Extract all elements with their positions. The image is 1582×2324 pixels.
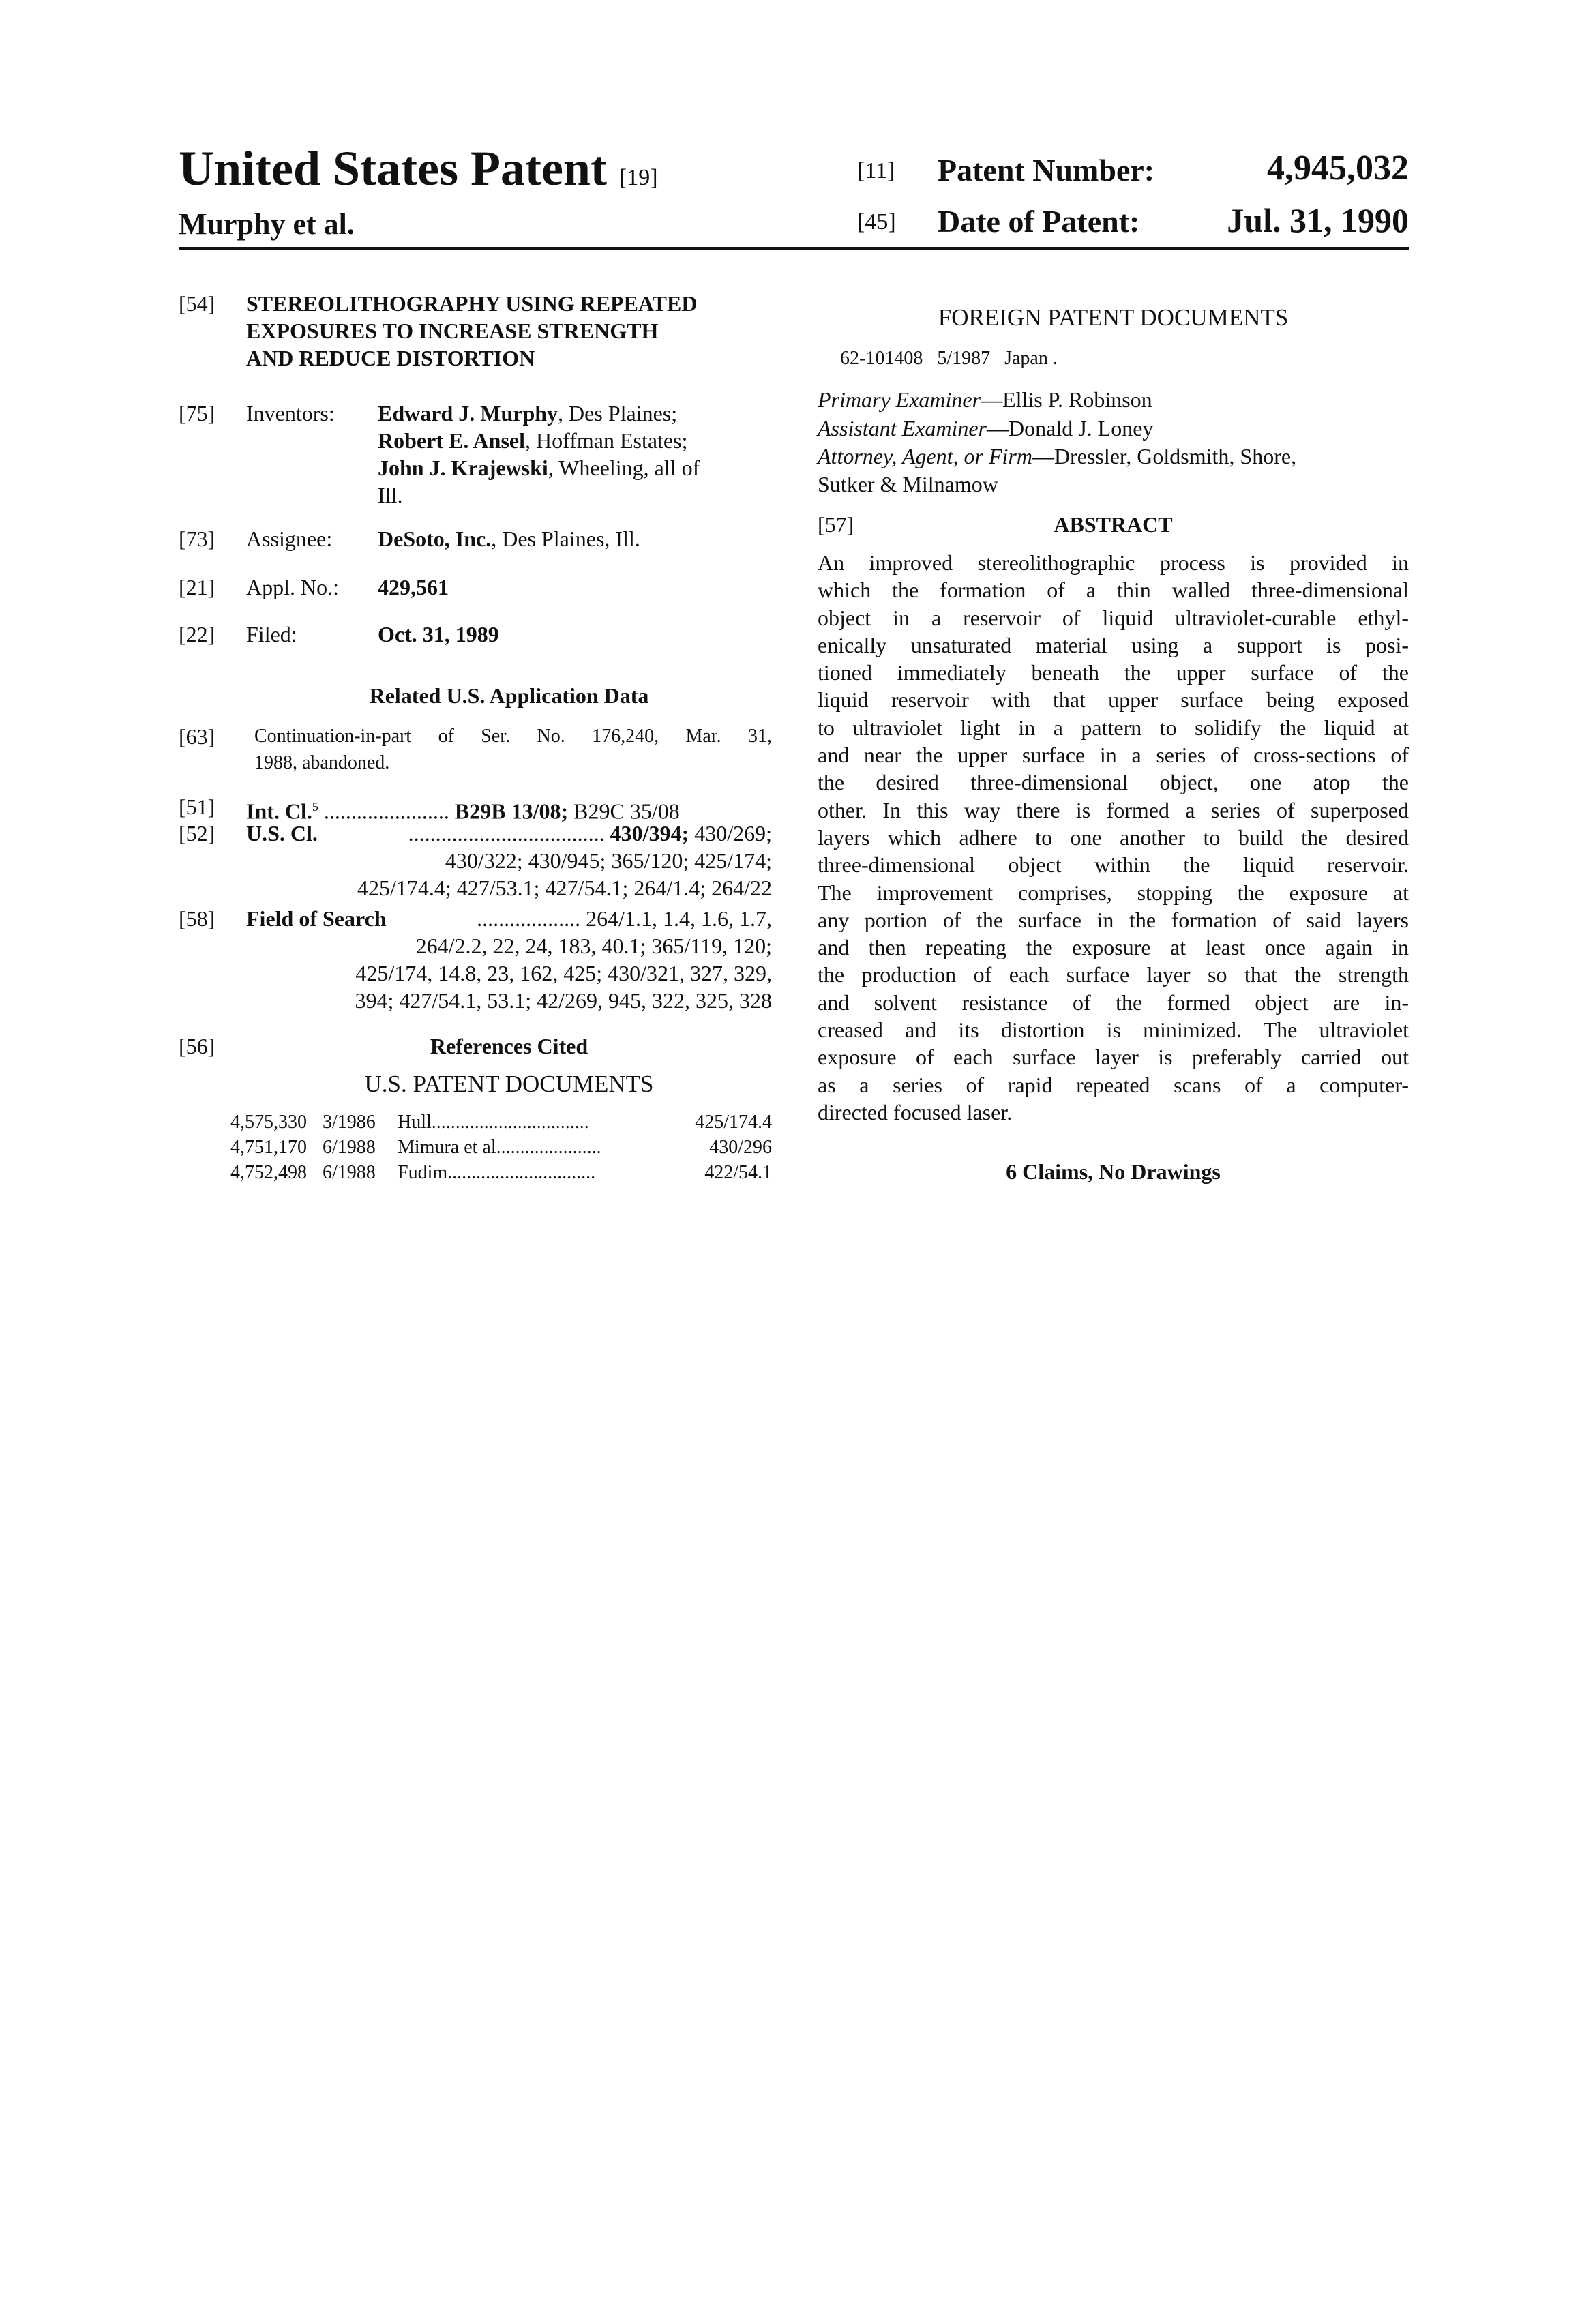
inventor	[378, 427, 700, 454]
foreign-doc-number: 62-101408	[840, 348, 923, 369]
assignee-place: , Des Plaines, Ill.	[491, 526, 640, 551]
leader-dots: .....................	[501, 1135, 710, 1160]
us-doc-row	[230, 1109, 772, 1135]
doc-inventor: Hull	[398, 1109, 432, 1135]
abstract-line: three-dimensional object within the liquid reservoir.	[818, 851, 1409, 878]
field-code: [22]	[179, 621, 215, 648]
abstract-line: liquid reservoir with that upper surface being exposed	[818, 686, 1409, 713]
filed-date: Oct. 31, 1989	[378, 621, 499, 648]
attorney-line2: Sutker & Milnamow	[818, 471, 998, 498]
foreign-doc	[840, 346, 1058, 372]
field-code: [56]	[179, 1032, 215, 1060]
patent-number-code: [11]	[857, 155, 895, 187]
abstract-line: to ultraviolet light in a pattern to solidify the liquid at	[818, 714, 1409, 741]
attorney-name: —Dressler, Goldsmith, Shore,	[1032, 444, 1296, 468]
assistant-examiner-label: Assistant Examiner	[818, 416, 987, 441]
abstract-line: enically unsaturated material using a support is posi-	[818, 631, 1409, 659]
primary-examiner	[818, 386, 1152, 413]
field-code: [75]	[179, 400, 215, 427]
abstract-line: exposure of each surface layer is preferably carried out	[818, 1043, 1409, 1071]
related-line: Continuation-in-part of Ser. No. 176,240, Mar. 31,	[254, 724, 772, 750]
abstract-body	[818, 549, 1409, 1126]
leader-dots: .................................	[432, 1109, 695, 1135]
doc-number: 4,751,170	[230, 1135, 323, 1160]
appl-no: 429,561	[378, 573, 449, 601]
fos-label: Field of Search	[246, 905, 387, 932]
inventor	[378, 400, 700, 427]
us-cl-label: U.S. Cl.	[246, 820, 318, 847]
inventor-place: Ill.	[378, 483, 402, 507]
doc-class: 430/296	[709, 1135, 772, 1160]
title-line: STEREOLITHOGRAPHY USING REPEATED	[246, 290, 697, 317]
leader-dots: ...............................	[447, 1160, 704, 1185]
related-heading: Related U.S. Application Data	[246, 682, 772, 709]
us-cl	[246, 820, 772, 902]
leader-dots: ...................	[477, 906, 580, 931]
us-cl-line: 430/322; 430/945; 365/120; 425/174;	[246, 847, 772, 874]
attorney	[818, 443, 1296, 470]
assistant-examiner	[818, 415, 1153, 442]
primary-examiner-name: —Ellis P. Robinson	[981, 387, 1152, 412]
int-cl-primary: B29B 13/08;	[449, 799, 568, 824]
assignee-name: DeSoto, Inc.	[378, 526, 491, 551]
doc-inventor: Fudim	[398, 1160, 447, 1185]
field-of-search	[246, 905, 772, 1014]
leader-dots: .......................	[318, 799, 449, 824]
title-code: [19]	[619, 165, 658, 190]
document-title	[179, 140, 658, 207]
references-heading: References Cited	[246, 1032, 772, 1060]
us-docs-table	[230, 1109, 772, 1185]
related-text	[254, 724, 772, 777]
us-cl-line: 425/174.4; 427/53.1; 427/54.1; 264/1.4; 264/22	[246, 874, 772, 902]
abstract-line: creased and its distortion is minimized. The ultraviolet	[818, 1016, 1409, 1043]
us-cl-first-line	[246, 820, 772, 847]
abstract-line: and solvent resistance of the formed object are in-	[818, 989, 1409, 1016]
field-code: [52]	[179, 820, 215, 847]
inventor	[378, 481, 700, 509]
attorney-label: Attorney, Agent, or Firm	[818, 444, 1032, 468]
abstract-line: and near the upper surface in a series of cross-sections of	[818, 741, 1409, 769]
abstract-line: and then repeating the exposure at least once again in	[818, 934, 1409, 961]
patent-number-label: Patent Number:	[938, 151, 1154, 190]
inventor-place: , Hoffman Estates;	[525, 428, 687, 453]
inventor-place: , Wheeling, all of	[548, 456, 700, 480]
field-code: [57]	[818, 511, 854, 538]
field-code: [58]	[179, 905, 215, 932]
int-cl-label: Int. Cl.	[246, 799, 312, 824]
inventors-list	[378, 400, 700, 509]
abstract-line: The improvement comprises, stopping the exposure at	[818, 879, 1409, 906]
title-line: AND REDUCE DISTORTION	[246, 344, 697, 372]
inventor-name: John J. Krajewski	[378, 456, 548, 480]
patent-number: 4,945,032	[1267, 147, 1409, 190]
assignee	[378, 525, 640, 552]
us-doc-row	[230, 1135, 772, 1160]
abstract-heading: ABSTRACT	[818, 511, 1409, 538]
doc-number: 4,575,330	[230, 1109, 323, 1135]
doc-inventor: Mimura et al.	[398, 1135, 501, 1160]
appl-label: Appl. No.:	[246, 573, 339, 601]
date-code: [45]	[857, 207, 896, 238]
doc-date: 6/1988	[323, 1160, 398, 1185]
fos-line: 264/2.2, 22, 24, 183, 40.1; 365/119, 120;	[246, 932, 772, 959]
abstract-line: An improved stereolithographic process is provided in	[818, 549, 1409, 576]
inventor-name: Robert E. Ansel	[378, 428, 525, 453]
abstract-line: the desired three-dimensional object, one atop the	[818, 769, 1409, 796]
fos-line: 394; 427/54.1, 53.1; 42/269, 945, 322, 325, 328	[246, 987, 772, 1014]
filed-label: Filed:	[246, 621, 297, 648]
assignee-label: Assignee:	[246, 525, 332, 552]
int-cl-sup: 5	[312, 800, 318, 814]
abstract-line: as a series of rapid repeated scans of a computer-	[818, 1071, 1409, 1099]
field-code: [73]	[179, 525, 215, 552]
claims-summary: 6 Claims, No Drawings	[818, 1158, 1409, 1185]
field-code: [54]	[179, 290, 215, 317]
abstract-line: object in a reservoir of liquid ultraviolet-curable ethyl-	[818, 604, 1409, 631]
doc-date: 6/1988	[323, 1135, 398, 1160]
inventor-place: , Des Plaines;	[558, 401, 677, 426]
related-line: 1988, abandoned.	[254, 750, 772, 777]
authors: Murphy et al.	[179, 206, 355, 243]
abstract-line: which the formation of a thin walled three-dimensional	[818, 576, 1409, 604]
field-code: [21]	[179, 573, 215, 601]
title-line: EXPOSURES TO INCREASE STRENGTH	[246, 317, 697, 344]
abstract-line: tioned immediately beneath the upper surface of the	[818, 659, 1409, 686]
us-docs-heading: U.S. PATENT DOCUMENTS	[246, 1069, 772, 1099]
header-divider	[179, 247, 1409, 250]
foreign-doc-date: 5/1987	[937, 348, 990, 369]
assistant-examiner-name: —Donald J. Loney	[987, 416, 1153, 441]
leader-dots: ....................................	[408, 821, 605, 846]
us-cl-secondary: 430/269;	[689, 821, 772, 846]
inventor-name: Edward J. Murphy	[378, 401, 558, 426]
primary-examiner-label: Primary Examiner	[818, 387, 981, 412]
doc-number: 4,752,498	[230, 1160, 323, 1185]
doc-class: 422/54.1	[704, 1160, 772, 1185]
foreign-doc-country: Japan .	[1004, 348, 1058, 369]
doc-date: 3/1986	[323, 1109, 398, 1135]
fos-line: 425/174, 14.8, 23, 162, 425; 430/321, 327, 329,	[246, 959, 772, 987]
int-cl-secondary: B29C 35/08	[568, 799, 680, 824]
doc-class: 425/174.4	[695, 1109, 772, 1135]
inventors-label: Inventors:	[246, 400, 335, 427]
field-code: [51]	[179, 793, 215, 820]
invention-title	[246, 290, 697, 372]
patent-date: Jul. 31, 1990	[1227, 200, 1409, 241]
fos-values: 264/1.1, 1.4, 1.6, 1.7,	[580, 906, 772, 931]
field-code: [63]	[179, 723, 215, 750]
abstract-line: the production of each surface layer so that the strength	[818, 961, 1409, 988]
foreign-docs-heading: FOREIGN PATENT DOCUMENTS	[818, 303, 1409, 333]
fos-first-line	[246, 905, 772, 932]
abstract-line: any portion of the surface in the formation of said layers	[818, 906, 1409, 934]
inventor	[378, 454, 700, 481]
us-cl-primary: 430/394;	[605, 821, 689, 846]
abstract-line: directed focused laser.	[818, 1099, 1409, 1126]
abstract-line: layers which adhere to one another to build the desired	[818, 824, 1409, 851]
title-text: United States Patent	[179, 141, 607, 196]
us-doc-row	[230, 1160, 772, 1185]
abstract-line: other. In this way there is formed a series of superposed	[818, 796, 1409, 824]
date-label: Date of Patent:	[938, 203, 1139, 241]
